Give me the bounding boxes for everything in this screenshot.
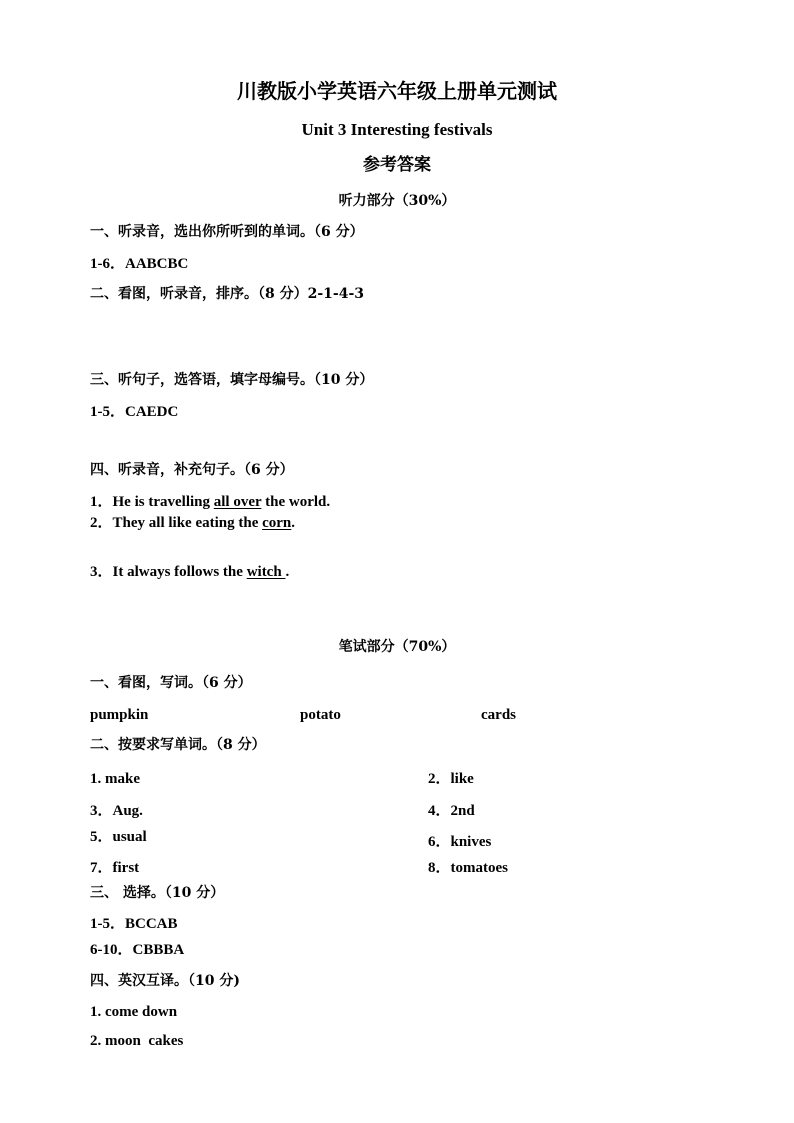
word-answer: 2．like <box>428 771 474 787</box>
listening-q3-answer: 1-5．CAEDC <box>90 404 179 420</box>
translation-answer: 1. come down <box>90 1004 178 1020</box>
listening-q1-title: 一、听录音，选出你所听到的单词。（6 分） <box>90 224 364 240</box>
writing-q3-title: 三、 选择。（10 分） <box>90 885 225 901</box>
listening-q4-title: 四、听录音，补充句子。（6 分） <box>90 462 294 478</box>
filled-blank: witch <box>246 564 286 580</box>
sentence-text: He is travelling <box>112 494 214 510</box>
item-number: 2． <box>90 515 113 531</box>
word-answer: 1. make <box>90 771 140 787</box>
word-answer: 4．2nd <box>428 803 475 819</box>
answer-key-title: 参考答案 <box>363 155 431 175</box>
listening-q1-answer: 1-6．AABCBC <box>90 256 189 272</box>
sentence-text: . <box>285 564 290 580</box>
writing-q4-title: 四、英汉互译。（10 分) <box>90 973 240 989</box>
word-answer: potato <box>300 707 341 723</box>
unit-title: Unit 3 Interesting festivals <box>301 120 493 139</box>
word-answer: 5．usual <box>90 829 147 845</box>
word-answer: 8．tomatoes <box>428 860 508 876</box>
word-answer: 6．knives <box>428 834 492 850</box>
listening-q2-title: 二、看图，听录音，排序。（8 分）2-1-4-3 <box>90 286 365 302</box>
sentence-text: They all like eating the <box>112 515 263 531</box>
word-answer: pumpkin <box>90 707 149 723</box>
list-item <box>90 563 289 581</box>
sentence-text: It always follows the <box>112 564 247 580</box>
word-answer: 7．first <box>90 860 140 876</box>
choice-answer: 1-5．BCCAB <box>90 916 178 932</box>
list-item <box>90 514 295 532</box>
listening-heading: 听力部分（30%） <box>338 193 456 209</box>
item-number: 3． <box>90 564 113 580</box>
translation-answer: 2. moon cakes <box>90 1033 184 1049</box>
word-answer: 3．Aug. <box>90 803 143 819</box>
filled-blank: all over <box>213 494 262 510</box>
word-answer: cards <box>481 707 516 723</box>
item-number: 1． <box>90 494 113 510</box>
writing-heading: 笔试部分（70%） <box>338 639 456 655</box>
writing-q1-title: 一、看图，写词。（6 分） <box>90 675 252 691</box>
document-title: 川教版小学英语六年级上册单元测试 <box>237 79 557 103</box>
filled-blank: corn <box>262 515 292 531</box>
choice-answer: 6-10．CBBBA <box>90 942 185 958</box>
listening-q3-title: 三、听句子，选答语，填字母编号。（10 分） <box>90 372 374 388</box>
sentence-text: the world. <box>261 494 331 510</box>
writing-q2-title: 二、按要求写单词。（8 分） <box>90 737 266 753</box>
sentence-text: . <box>291 515 296 531</box>
list-item <box>90 493 330 511</box>
